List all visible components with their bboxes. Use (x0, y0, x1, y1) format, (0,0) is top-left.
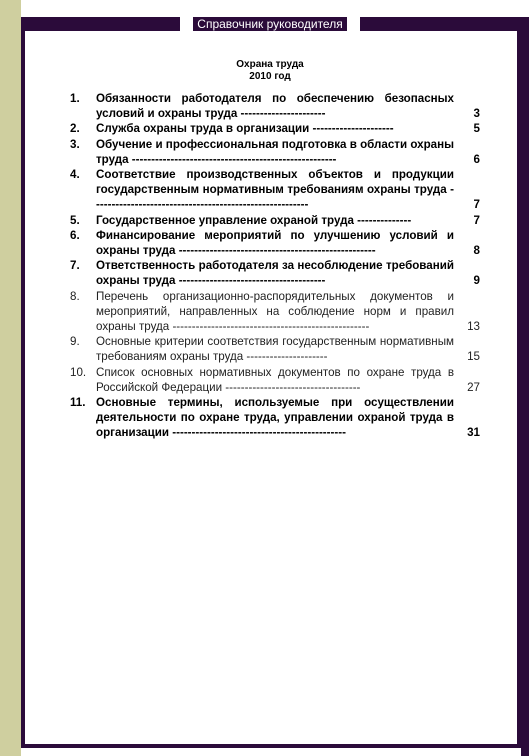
toc-item-number: 2. (70, 122, 80, 136)
toc-item-number: 10. (70, 365, 87, 379)
toc-item-page: 7 (473, 198, 480, 212)
toc-item-number: 6. (70, 228, 80, 242)
toc-item-text: Основные термины, используемые при осуществлении деятельности по охране труда, управлении охраной труда в организации --------------------------------------------- (96, 396, 454, 440)
toc-item-number: 3. (70, 137, 80, 151)
toc-item-page: 6 (473, 152, 480, 166)
toc-item[interactable] (70, 167, 480, 213)
toc-item[interactable] (70, 228, 480, 258)
toc-item-text: Ответственность работодателя за несоблюдение требований охраны труда -------------------------------------- (96, 259, 454, 288)
toc-item-page: 9 (473, 274, 480, 288)
left-margin-stripe (0, 0, 21, 756)
toc-item-text: Список основных нормативных документов по охране труда в Российской Федерации ----------------------------------- (96, 365, 454, 394)
header-title: Справочник руководителя (193, 17, 346, 31)
toc-item-text: Соответствие производственных объектов и продукции государственным нормативным требованиям охраны труда -------------------------------------------------------- (96, 168, 454, 212)
toc-item-page: 5 (473, 122, 480, 136)
toc-item-page: 31 (467, 426, 480, 440)
toc-item-page: 27 (467, 380, 480, 394)
toc-item-text: Основные критерии соответствия государственным нормативным требованиям охраны труда --------------------- (96, 335, 454, 364)
document-title-line-2: 2010 год (249, 71, 291, 82)
toc-item-text: Финансирование мероприятий по улучшению условий и охраны труда --------------------------------------------------- (96, 228, 454, 258)
toc-item-number: 8. (70, 289, 80, 303)
table-of-contents (70, 91, 480, 441)
header (180, 17, 360, 31)
toc-item-text: Перечень организационно-распорядительных документов и мероприятий, направленных на соблюдение норм и правил охраны труда --------------------------------------------------- (96, 289, 454, 334)
toc-item-number: 4. (70, 168, 80, 182)
toc-item[interactable] (70, 213, 480, 228)
toc-item-page: 7 (473, 213, 480, 227)
toc-item-page: 3 (473, 107, 480, 121)
toc-item-number: 5. (70, 213, 80, 227)
toc-item-number: 9. (70, 335, 80, 349)
document-title-line-1: Охрана труда (236, 59, 304, 70)
toc-item[interactable] (70, 137, 480, 167)
right-border (521, 17, 529, 756)
toc-item[interactable] (70, 334, 480, 364)
toc-item-number: 7. (70, 259, 80, 273)
toc-item-text: Государственное управление охраной труда -------------- (96, 213, 412, 227)
toc-item[interactable] (70, 91, 480, 121)
toc-item-number: 1. (70, 92, 80, 105)
toc-item[interactable] (70, 365, 480, 395)
toc-item[interactable] (70, 258, 480, 288)
toc-item-text: Обучение и профессиональная подготовка в области охраны труда ----------------------------------------------------- (96, 137, 454, 166)
toc-item[interactable] (70, 395, 480, 441)
toc-item[interactable] (70, 121, 480, 136)
toc-item-text: Обязанности работодателя по обеспечению безопасных условий и охраны труда ---------------------- (96, 92, 454, 121)
document-title (195, 59, 345, 83)
toc-item-page: 8 (473, 244, 480, 258)
toc-item[interactable] (70, 289, 480, 335)
toc-item-page: 15 (467, 350, 480, 364)
toc-item-text: Служба охраны труда в организации --------------------- (96, 122, 394, 136)
toc-item-page: 13 (467, 320, 480, 334)
toc-item-number: 11. (70, 396, 86, 410)
